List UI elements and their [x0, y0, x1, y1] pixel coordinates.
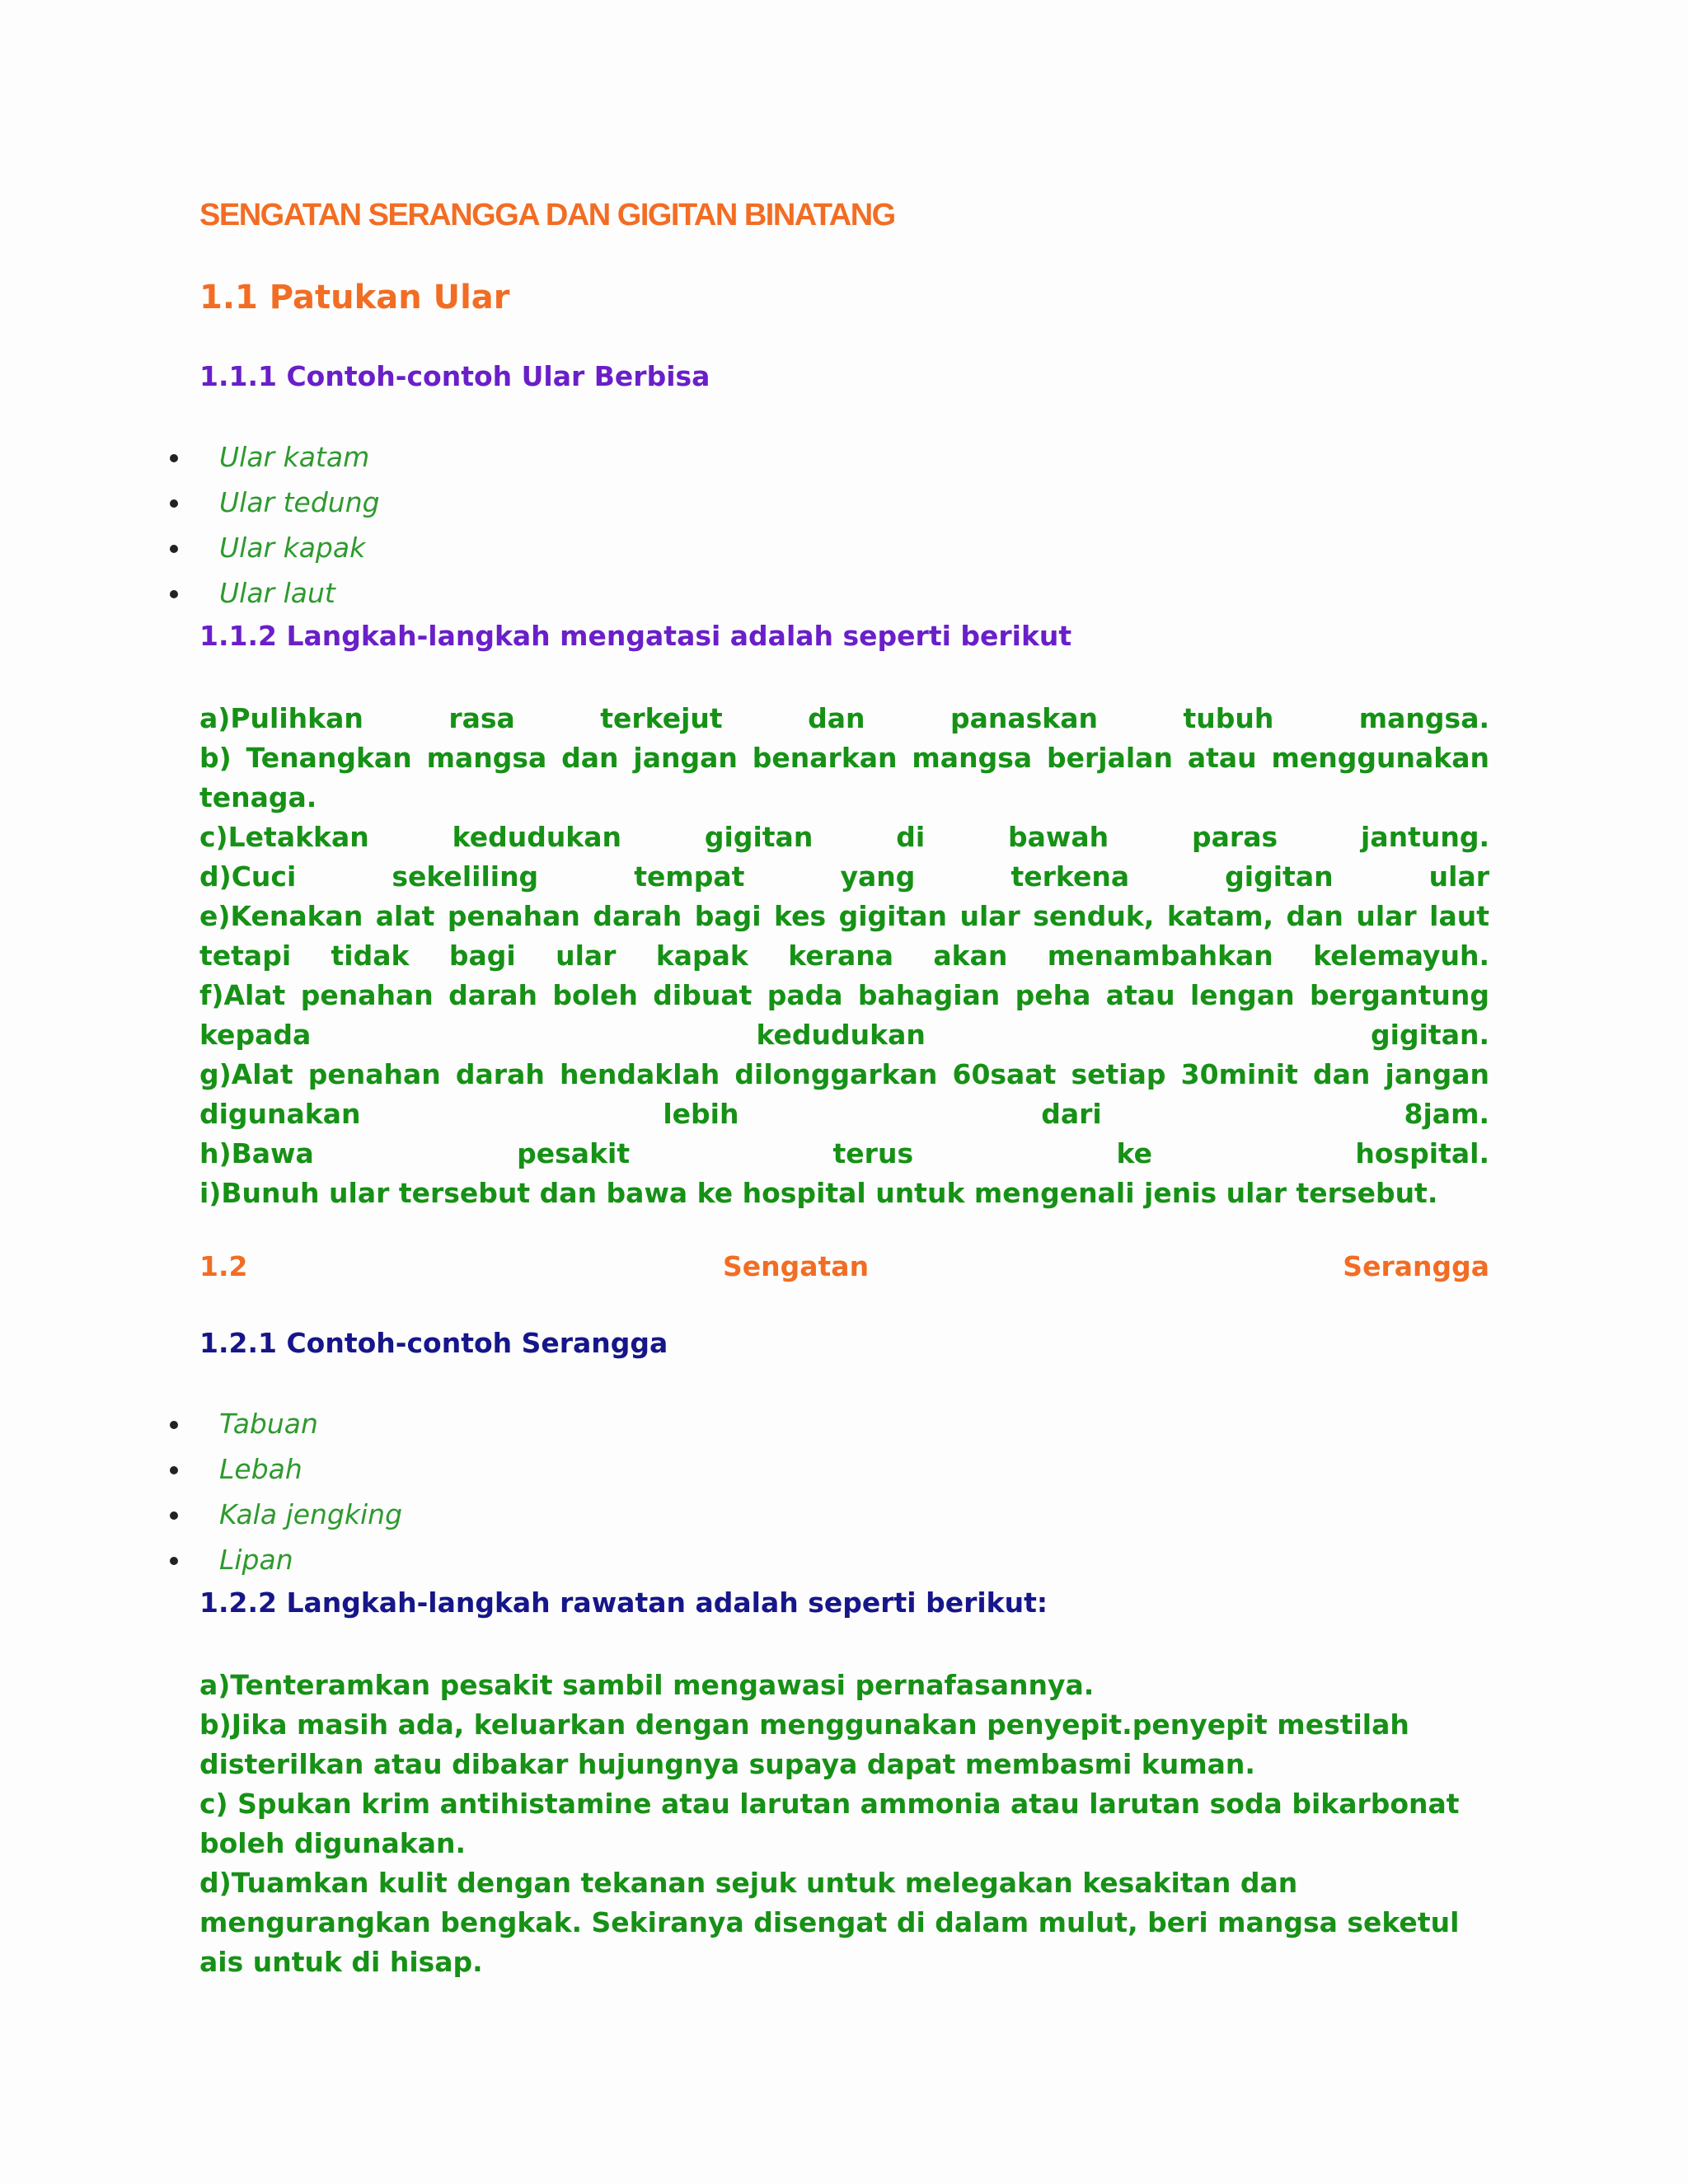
subheading-snake-steps: 1.1.2 Langkah-langkah mengatasi adalah seperti berikut: [199, 620, 1072, 652]
bullet-icon: [170, 1557, 178, 1565]
step-line: h)Bawa pesakit terus ke hospital.: [199, 1137, 1489, 1169]
insect-steps: [199, 1666, 1489, 1982]
step-line: e)Kenakan alat penahan darah bagi kes gigitan ular senduk, katam, dan ular laut: [199, 900, 1489, 932]
step-line: d)Cuci sekeliling tempat yang terkena gigitan ular: [199, 860, 1489, 893]
bullet-icon: [170, 590, 178, 598]
section-word: Sengatan: [723, 1250, 870, 1282]
step-line: digunakan lebih dari 8jam.: [199, 1098, 1489, 1130]
document-title: SENGATAN SERANGGA DAN GIGITAN BINATANG: [199, 198, 895, 232]
step-line: tetapi tidak bagi ular kapak kerana akan menambahkan kelemayuh.: [199, 940, 1489, 972]
bullet-icon: [170, 1421, 178, 1429]
document-page: SENGATAN SERANGGA DAN GIGITAN BINATANG 1.1 Patukan Ular 1.1.1 Contoh-contoh Ular Berbisa Ular katam Ular tedung Ular kapak Ular laut 1.1.2 Langkah-langkah mengatasi adalah seperti berikut a)Pulihkan rasa terkejut dan panaskan tubuh mangsa. b) Tenangkan mangsa dan jangan benarkan mangsa berjalan atau menggunakan tenaga. c)Letakkan kedudukan gigitan di bawah paras jantung. d)Cuci sekeliling tempat yang terkena gigitan ular e)Kenakan alat penahan darah bagi kes gigitan ular senduk, katam, dan ular laut tetapi tidak bagi ular kapak kerana akan menambahkan kelemayuh. f)Alat penahan darah boleh dibuat pada bahagian peha atau lengan bergantung kepada kedudukan gigitan. g)Alat penahan darah hendaklah dilonggarkan 60saat setiap 30minit dan jangan digunakan lebih dari 8jam. h)Bawa pesakit terus ke hospital. i)Bunuh ular tersebut dan bawa ke hospital untuk mengenali jenis ular tersebut. 1.2 Sengatan Serangga 1.2.1 Contoh-contoh Serangga Tabuan Lebah Kala jengking Lipan 1.2.2 Langkah-langkah rawatan adalah seperti berikut: a)Tenteramkan pesakit sambil mengawasi pernafasannya. b)Jika masih ada, keluarkan dengan menggunakan penyepit.penyepit mestilah disterilkan atau dibakar hujungnya supaya dapat membasmi kuman. c) Spukan krim antihistamine atau larutan ammonia atau larutan soda bikarbonat boleh digunakan. d)Tuamkan kulit dengan tekanan sejuk untuk melegakan kesakitan dan mengurangkan bengkak. Sekiranya disengat di dalam mulut, beri mangsa seketul ais untuk di hisap.: [0, 0, 1688, 2184]
step-line: i)Bunuh ular tersebut dan bawa ke hospital untuk mengenali jenis ular tersebut.: [199, 1177, 1438, 1209]
bullet-icon: [170, 499, 178, 508]
step-line: disterilkan atau dibakar hujungnya supaya dapat membasmi kuman.: [199, 1748, 1255, 1780]
section-heading-snake-bite: 1.1 Patukan Ular: [199, 279, 510, 316]
section-heading-insect-stings: [199, 1247, 1489, 1286]
step-line: c)Letakkan kedudukan gigitan di bawah paras jantung.: [199, 821, 1489, 853]
section-number: 1.2: [199, 1250, 248, 1282]
section-word: Serangga: [1343, 1250, 1489, 1282]
subheading-insects: 1.2.1 Contoh-contoh Serangga: [199, 1327, 668, 1359]
subheading-insect-steps: 1.2.2 Langkah-langkah rawatan adalah seperti berikut:: [199, 1586, 1048, 1619]
step-line: tenaga.: [199, 781, 317, 813]
snake-steps: [199, 699, 1489, 1213]
step-line: mengurangkan bengkak. Sekiranya disengat di dalam mulut, beri mangsa seketul: [199, 1906, 1460, 1938]
step-line: d)Tuamkan kulit dengan tekanan sejuk untuk melegakan kesakitan dan: [199, 1867, 1298, 1899]
bullet-icon: [170, 454, 178, 462]
step-line: b) Tenangkan mangsa dan jangan benarkan mangsa berjalan atau menggunakan: [199, 742, 1489, 774]
step-line: b)Jika masih ada, keluarkan dengan menggunakan penyepit.penyepit mestilah: [199, 1708, 1409, 1741]
step-line: c) Spukan krim antihistamine atau larutan ammonia atau larutan soda bikarbonat: [199, 1788, 1460, 1820]
bullet-icon: [170, 545, 178, 553]
step-line: g)Alat penahan darah hendaklah dilonggarkan 60saat setiap 30minit dan jangan: [199, 1058, 1489, 1090]
step-line: a)Pulihkan rasa terkejut dan panaskan tubuh mangsa.: [199, 702, 1489, 734]
step-line: boleh digunakan.: [199, 1827, 467, 1859]
subheading-venomous-snakes: 1.1.1 Contoh-contoh Ular Berbisa: [199, 360, 710, 392]
step-line: kepada kedudukan gigitan.: [199, 1019, 1489, 1051]
step-line: f)Alat penahan darah boleh dibuat pada bahagian peha atau lengan bergantung: [199, 979, 1489, 1011]
step-line: a)Tenteramkan pesakit sambil mengawasi pernafasannya.: [199, 1669, 1095, 1701]
bullet-icon: [170, 1466, 178, 1474]
step-line: ais untuk di hisap.: [199, 1946, 483, 1978]
bullet-icon: [170, 1511, 178, 1520]
